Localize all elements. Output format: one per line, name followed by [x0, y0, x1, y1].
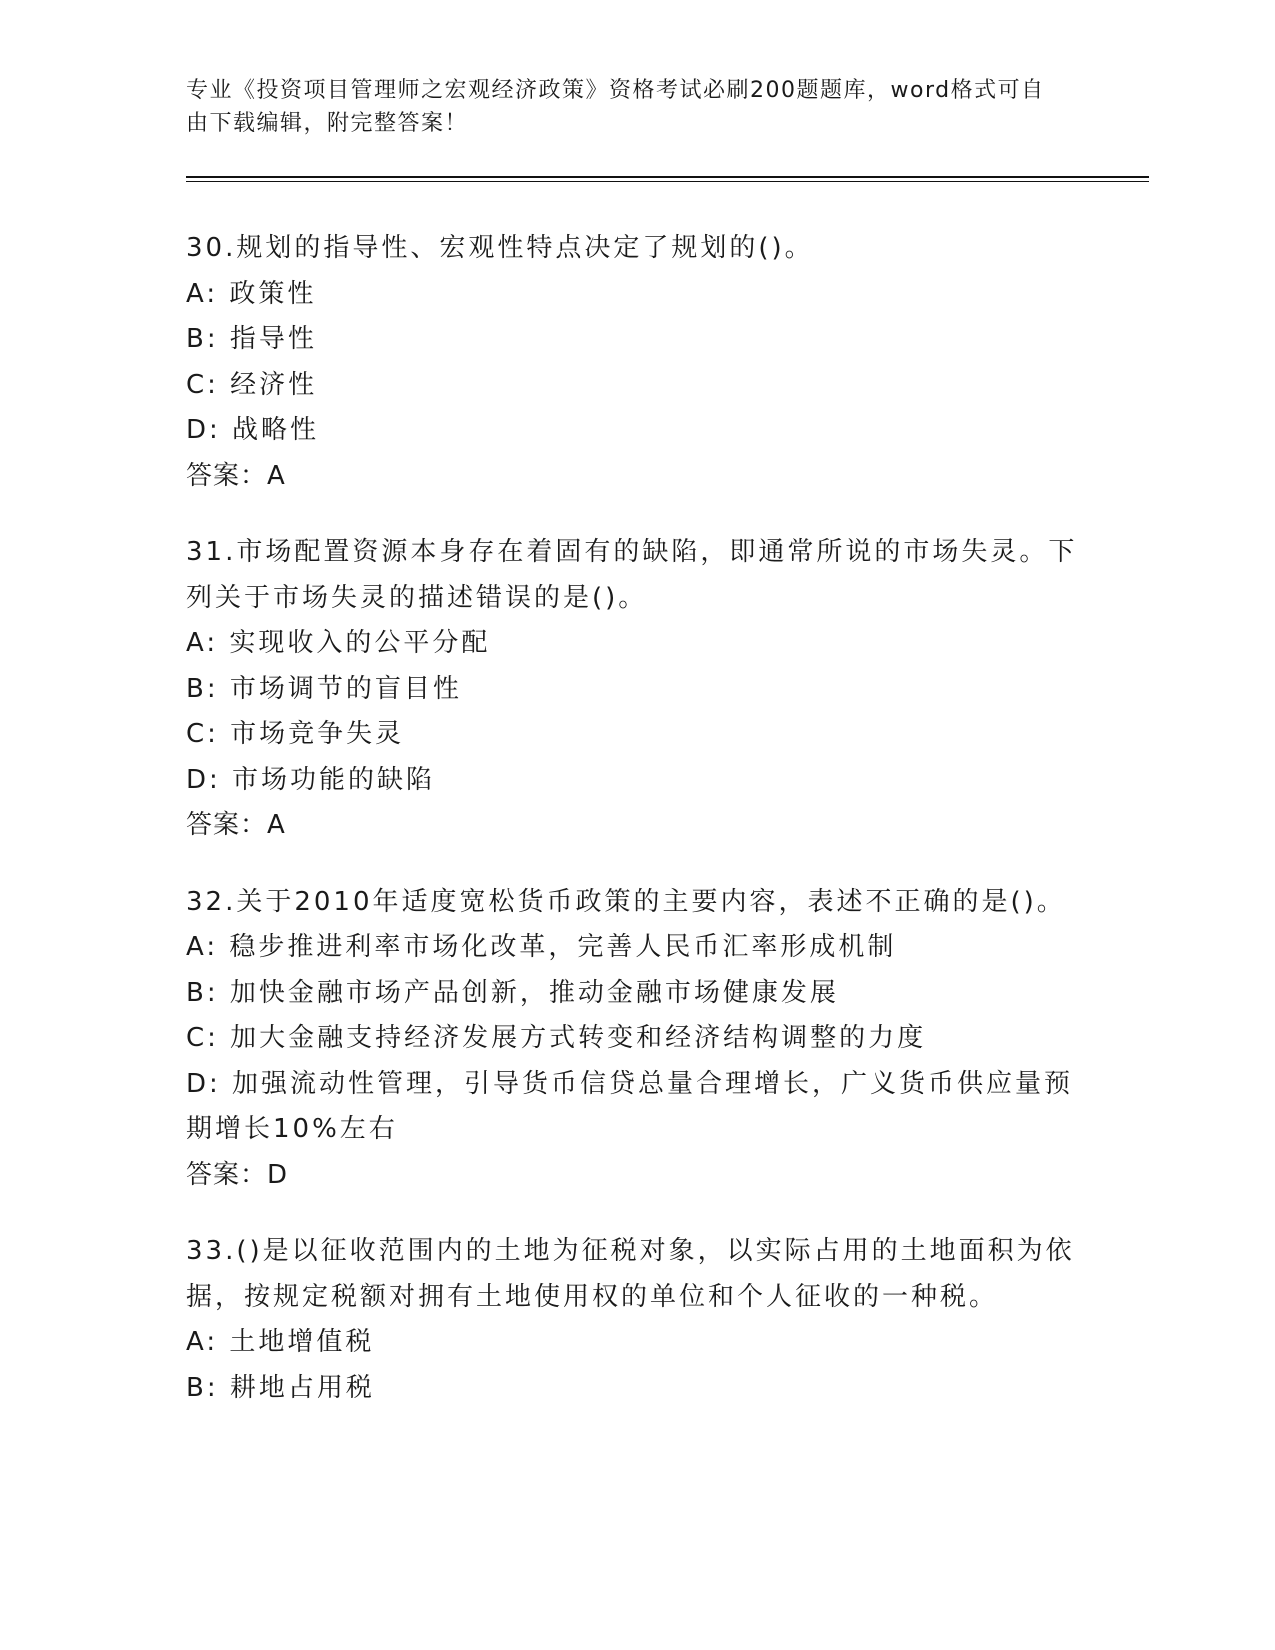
option-d: D: 战略性 — [186, 415, 320, 445]
option-a: A: 实现收入的公平分配 — [186, 628, 491, 658]
header-divider — [186, 176, 1149, 182]
question-30 — [186, 226, 1086, 499]
option-a: A: 政策性 — [186, 278, 317, 309]
option-b: B: 耕地占用税 — [186, 1372, 375, 1403]
question-stem: 30.规划的指导性、宏观性特点决定了规划的()。 — [186, 233, 814, 263]
option-b: B: 加快金融市场产品创新，推动金融市场健康发展 — [186, 977, 839, 1008]
answer: 答案：A — [186, 810, 286, 840]
question-stem: 31.市场配置资源本身存在着固有的缺陷，即通常所说的市场失灵。下列关于市场失灵的描述错误的是()。 — [186, 537, 1078, 613]
question-33 — [186, 1229, 1086, 1411]
option-d: D: 加强流动性管理，引导货币信贷总量合理增长，广义货币供应量预期增长10%左右 — [186, 1068, 1074, 1144]
question-32 — [186, 880, 1086, 1199]
option-d: D: 市场功能的缺陷 — [186, 764, 436, 795]
question-stem: 32.关于2010年适度宽松货币政策的主要内容，表述不正确的是()。 — [186, 886, 1066, 917]
answer: 答案：D — [186, 1159, 289, 1190]
question-stem: 33.()是以征收范围内的土地为征税对象，以实际占用的土地面积为依据，按规定税额对拥有土地使用权的单位和个人征收的一种税。 — [186, 1236, 1075, 1312]
document-header: 专业《投资项目管理师之宏观经济政策》资格考试必刷200题题库，word格式可自由下载编辑，附完整答案！ — [186, 78, 1045, 136]
option-c: C: 市场竞争失灵 — [186, 719, 405, 749]
option-c: C: 经济性 — [186, 369, 318, 400]
option-b: B: 市场调节的盲目性 — [186, 673, 462, 704]
option-a: A: 土地增值税 — [186, 1327, 375, 1357]
answer: 答案：A — [186, 460, 286, 491]
option-c: C: 加大金融支持经济发展方式转变和经济结构调整的力度 — [186, 1023, 927, 1053]
option-a: A: 稳步推进利率市场化改革，完善人民币汇率形成机制 — [186, 932, 897, 962]
option-b: B: 指导性 — [186, 324, 317, 354]
question-list — [186, 226, 1086, 1442]
question-31 — [186, 530, 1086, 849]
